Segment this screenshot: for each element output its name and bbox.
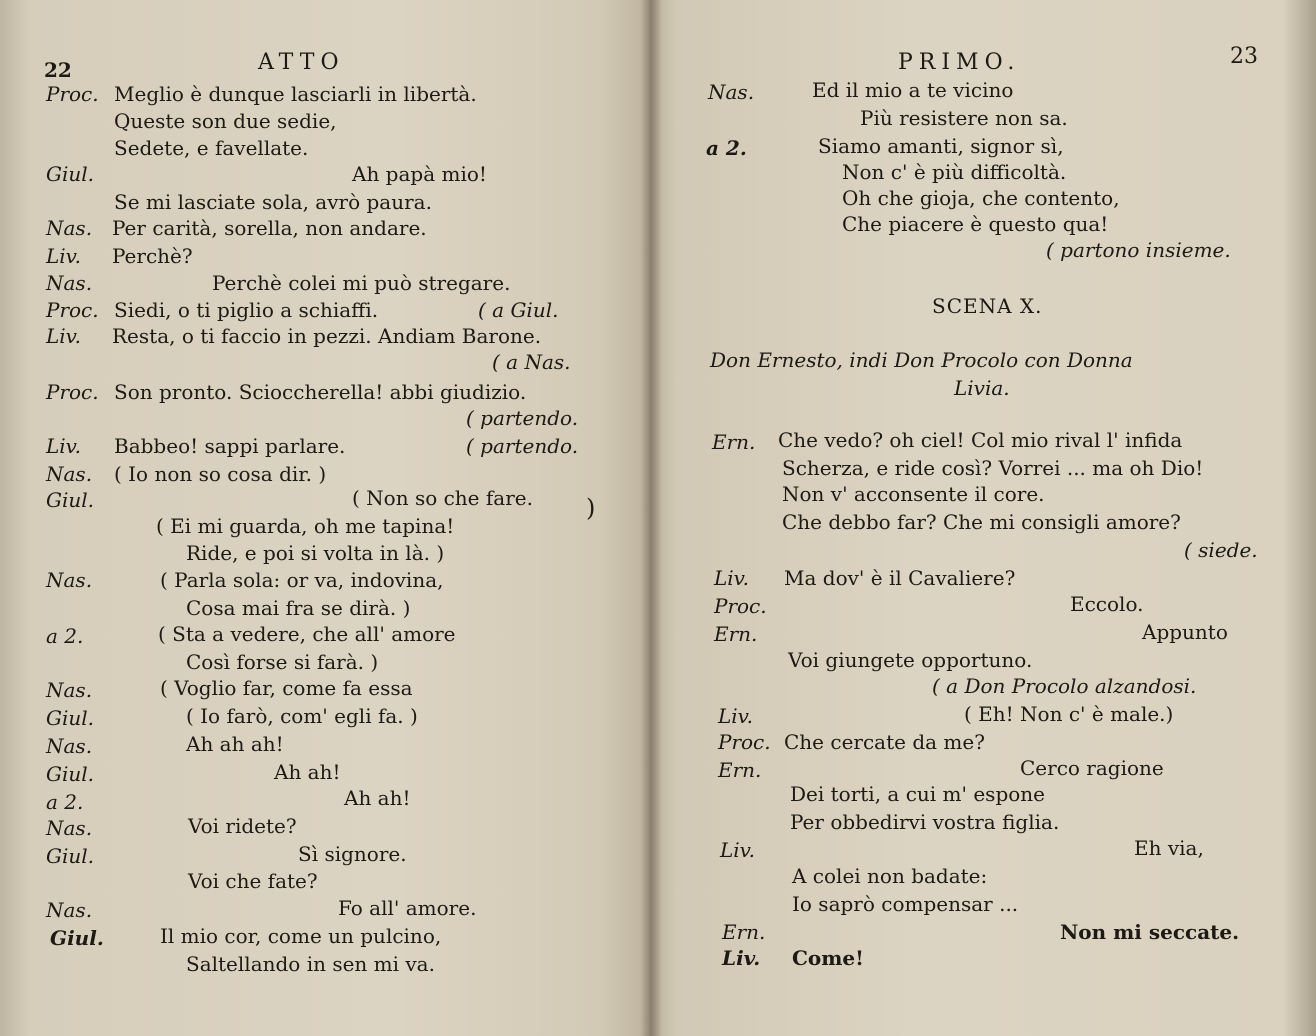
scene-title: SCENA X. <box>932 294 1043 318</box>
speaker: Liv. <box>720 838 755 862</box>
speaker: Giul. <box>46 706 95 730</box>
speaker: Nas. <box>46 678 93 702</box>
verse-line: Scherza, e ride così? Vorrei ... ma oh Dio! <box>782 456 1204 480</box>
verse-line: Così forse si farà. ) <box>186 650 379 674</box>
verse-line: Ah ah! <box>344 786 411 810</box>
verse-line: Più resistere non sa. <box>860 106 1068 130</box>
speaker: Liv. <box>46 434 81 458</box>
speaker: Nas. <box>708 80 755 104</box>
verse-line: A colei non badate: <box>792 864 988 888</box>
verse-line: Babbeo! sappi parlare. <box>114 434 346 458</box>
verse-line: ( Non so che fare. <box>352 486 533 510</box>
speaker: Proc. <box>46 82 99 106</box>
speaker: Proc. <box>714 594 767 618</box>
verse-line: Dei torti, a cui m' espone <box>790 782 1046 806</box>
verse-line: Saltellando in sen mi va. <box>186 952 435 976</box>
verse-line: ( Ei mi guarda, oh me tapina! <box>156 514 455 538</box>
speaker: Nas. <box>46 271 93 295</box>
verse-line: Eccolo. <box>1070 592 1144 616</box>
running-header: ATTO <box>258 50 345 75</box>
speaker: Liv. <box>46 244 81 268</box>
verse-line: ( Io non so cosa dir. ) <box>114 462 327 486</box>
verse-line: Voi giungete opportuno. <box>788 648 1033 672</box>
verse-line: Resta, o ti faccio in pezzi. Andiam Barone. <box>112 324 542 348</box>
verse-line: Son pronto. Scioccherella! abbi giudizio. <box>114 380 527 404</box>
speaker: Giul. <box>46 762 95 786</box>
verse-line: Ma dov' è il Cavaliere? <box>784 566 1016 590</box>
stage-direction: ( partendo. <box>466 406 579 430</box>
verse-line: Voi che fate? <box>188 869 318 893</box>
scene-cast: Livia. <box>954 376 1010 400</box>
running-header: PRIMO. <box>898 50 1021 75</box>
stage-direction: ( a Giul. <box>478 298 559 322</box>
speaker: Giul. <box>46 844 95 868</box>
book-gutter <box>640 0 662 1036</box>
verse-line: Il mio cor, come un pulcino, <box>160 924 442 948</box>
verse-line: Perchè? <box>112 244 193 268</box>
speaker: Nas. <box>46 216 93 240</box>
verse-line: Oh che gioja, che contento, <box>842 186 1120 210</box>
verse-line: Eh via, <box>1134 836 1204 860</box>
verse-line: Che vedo? oh ciel! Col mio rival l' infida <box>778 428 1183 452</box>
scene-cast: Don Ernesto, indi Don Procolo con Donna <box>710 348 1133 372</box>
speaker: Proc. <box>46 380 99 404</box>
verse-line: Voi ridete? <box>188 814 297 838</box>
speaker: Nas. <box>46 568 93 592</box>
speaker: a 2. <box>46 790 84 814</box>
stage-direction: ( siede. <box>1184 538 1258 562</box>
verse-line: Sedete, e favellate. <box>114 136 309 160</box>
verse-line: Che cercate da me? <box>784 730 985 754</box>
verse-line: Appunto <box>1142 620 1228 644</box>
verse-line: Ah papà mio! <box>352 162 487 186</box>
speaker: Ern. <box>714 622 758 646</box>
verse-line: ( Eh! Non c' è male.) <box>964 702 1174 726</box>
speaker: Giul. <box>50 926 104 950</box>
verse-line: Non mi seccate. <box>1060 920 1240 944</box>
verse-line: Per carità, sorella, non andare. <box>112 216 427 240</box>
speaker: a 2. <box>46 624 84 648</box>
verse-line: ( Parla sola: or va, indovina, <box>160 568 444 592</box>
verse-line: Ed il mio a te vicino <box>812 78 1014 102</box>
stage-direction: ( partendo. <box>466 434 579 458</box>
verse-line: Non c' è più difficoltà. <box>842 160 1067 184</box>
verse-line: Come! <box>792 946 864 970</box>
verse-line: Ah ah! <box>274 760 341 784</box>
speaker: Ern. <box>722 920 766 944</box>
verse-line: Ride, e poi si volta in là. ) <box>186 541 445 565</box>
speaker: Nas. <box>46 734 93 758</box>
speaker: Nas. <box>46 816 93 840</box>
speaker: a 2. <box>706 136 747 160</box>
verse-line: Che piacere è questo qua! <box>842 212 1109 236</box>
speaker: Liv. <box>718 704 753 728</box>
verse-line: Cosa mai fra se dirà. ) <box>186 596 411 620</box>
verse-line: Non v' acconsente il core. <box>782 482 1045 506</box>
verse-line: ( Io farò, com' egli fa. ) <box>186 704 418 728</box>
verse-line: ( Sta a vedere, che all' amore <box>158 622 456 646</box>
verse-line: Che debbo far? Che mi consigli amore? <box>782 510 1181 534</box>
speaker: Giul. <box>46 488 95 512</box>
verse-line: Cerco ragione <box>1020 756 1164 780</box>
stage-direction: ( a Nas. <box>492 350 571 374</box>
speaker: Liv. <box>714 566 749 590</box>
stage-direction: ( partono insieme. <box>1046 238 1231 262</box>
verse-line: Sì signore. <box>298 842 407 866</box>
speaker: Proc. <box>718 730 771 754</box>
right-page <box>650 0 1316 1036</box>
verse-line: ( Voglio far, come fa essa <box>160 676 413 700</box>
verse-line: Siedi, o ti piglio a schiaffi. <box>114 298 379 322</box>
speaker: Liv. <box>46 324 81 348</box>
speaker: Ern. <box>718 758 762 782</box>
speaker: Ern. <box>712 430 756 454</box>
speaker: Giul. <box>46 162 95 186</box>
verse-line: Per obbedirvi vostra figlia. <box>790 810 1060 834</box>
verse-line: Meglio è dunque lasciarli in libertà. <box>114 82 477 106</box>
page-number: 22 <box>44 58 72 82</box>
speaker: Nas. <box>46 898 93 922</box>
stage-direction: ( a Don Procolo alzandosi. <box>932 674 1197 698</box>
verse-line: Queste son due sedie, <box>114 109 337 133</box>
left-page <box>0 0 650 1036</box>
page-number: 23 <box>1230 44 1258 69</box>
speaker: Nas. <box>46 462 93 486</box>
verse-line: Se mi lasciate sola, avrò paura. <box>114 190 432 214</box>
speaker: Proc. <box>46 298 99 322</box>
verse-line: Fo all' amore. <box>338 896 477 920</box>
verse-line: Io saprò compensar ... <box>792 892 1019 916</box>
verse-line: Ah ah ah! <box>186 732 284 756</box>
speaker: Liv. <box>722 946 761 970</box>
closing-paren: ) <box>586 494 596 522</box>
verse-line: Siamo amanti, signor sì, <box>818 134 1064 158</box>
verse-line: Perchè colei mi può stregare. <box>212 271 511 295</box>
